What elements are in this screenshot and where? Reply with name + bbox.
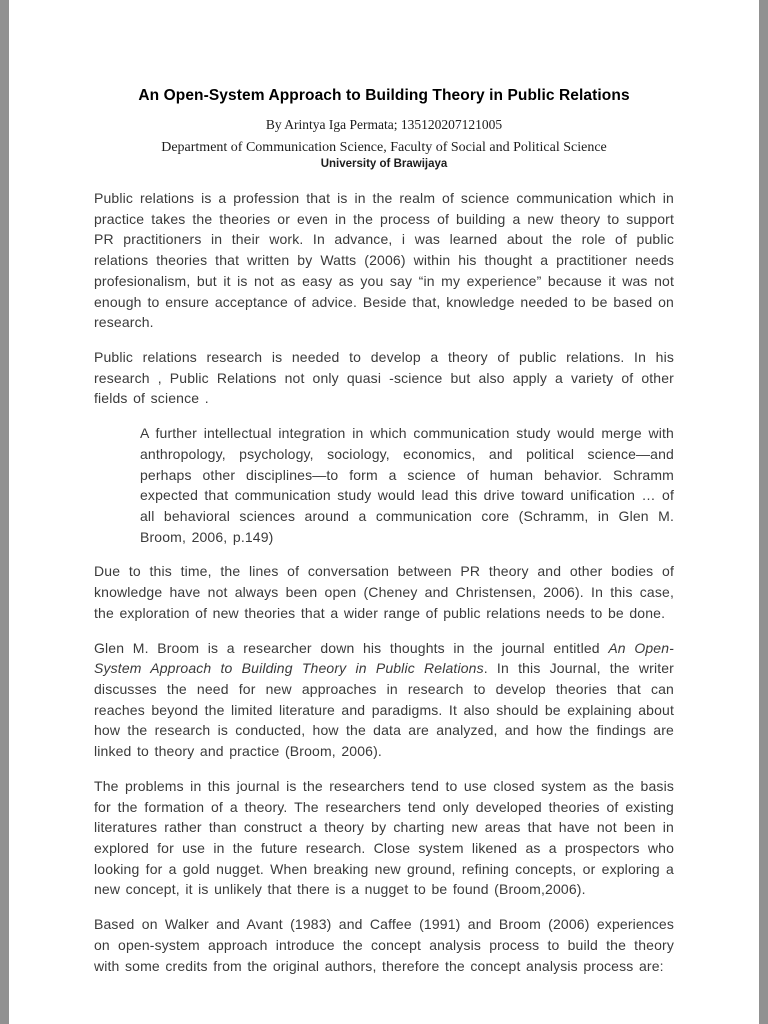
paragraph-text: A further intellectual integration in which communication study would merge with anthropology, psychology, sociology, economics, and political science—and perhaps other disciplines—to form a science of human behavior. Schramm expected that communication study would lead this drive toward unification … of all behavioral sciences around a communication core (Schramm, in Glen M. Broom, 2006, p.149)	[140, 425, 674, 545]
paragraph-text: Glen M. Broom is a researcher down his thoughts in the journal entitled	[94, 639, 609, 656]
paragraph	[94, 561, 674, 623]
paragraph-text: Based on Walker and Avant (1983) and Caffee (1991) and Broom (2006) experiences on open-system approach introduce the concept analysis process to build the theory with some credits from the original authors, therefore the concept analysis process are:	[94, 916, 674, 974]
paragraph	[94, 347, 674, 409]
journal-title-text: An Open-System Approach to Building Theory in Public Relations	[94, 639, 674, 677]
paragraph	[94, 914, 674, 976]
university-line: University of Brawijaya	[320, 157, 448, 170]
paragraph-text: Public relations is a profession that is in the realm of science communication which in practice takes the theories or even in the process of building a new theory to support PR practitioners in their work. In advance, i was learned about the role of public relations theories that written by Watts (2006) within his thought a practitioner needs profesionalism, but it is not as easy as you say “in my experience” because it was not enough to ensure acceptance of advice. Beside that, knowledge needed to be based on research.	[94, 189, 674, 331]
author-line: By Arintya Iga Permata; 135120207121005	[265, 116, 503, 132]
paragraph-text: Public relations research is needed to develop a theory of public relations. In his research , Public Relations not only quasi -science but also apply a variety of other fields of science .	[94, 348, 674, 407]
right-gutter	[759, 0, 768, 1024]
paragraph-text: . In this Journal, the writer discusses the need for new approaches in research to develop theories that can reaches beyond the limited literature and paradigms. It also should be explaining about how the research is conducted, how the data are analyzed, and how the findings are linked to theory and practice (Broom, 2006).	[94, 660, 674, 760]
document-content	[94, 188, 674, 976]
block-quote	[140, 423, 674, 547]
department-line: Department of Communication Science, Faculty of Social and Political Science	[161, 139, 607, 155]
document-title: An Open-System Approach to Building Theory in Public Relations	[138, 87, 630, 104]
paragraph	[94, 638, 674, 762]
left-gutter	[0, 0, 9, 1024]
paragraph	[94, 776, 674, 900]
paragraph-text: The problems in this journal is the researchers tend to use closed system as the basis for the formation of a theory. The researchers tend only developed theories of existing literatures rather than construct a theory by charting new areas that have not been in explored for use in the future research. Close system likened as a prospectors who looking for a gold nugget. When breaking new ground, refining concepts, or exploring a new concept, it is unlikely that there is a nugget to be found (Broom,2006).	[94, 777, 674, 898]
document-page	[9, 0, 759, 1024]
paragraph-text: Due to this time, the lines of conversation between PR theory and other bodies of knowledge have not always been open (Cheney and Christensen, 2006). In this case, the exploration of new theories that a wider range of public relations needs to be done.	[94, 563, 674, 621]
paragraph	[94, 188, 674, 333]
